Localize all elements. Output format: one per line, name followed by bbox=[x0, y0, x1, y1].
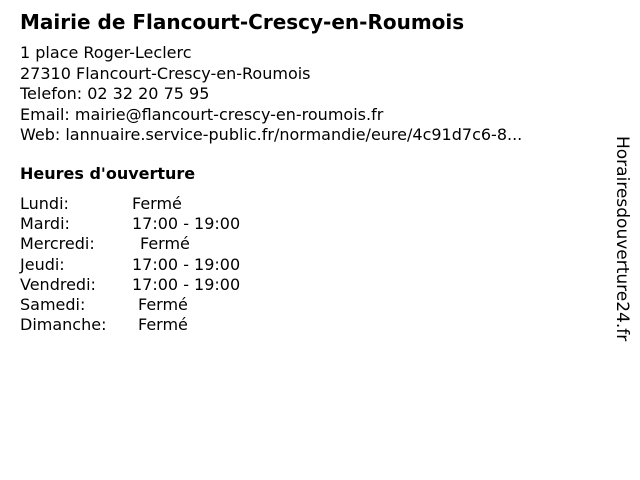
day-label: Vendredi: bbox=[20, 274, 96, 294]
day-hours: Fermé bbox=[140, 234, 190, 254]
hours-row-vendredi bbox=[20, 275, 240, 295]
day-hours: 17:00 - 19:00 bbox=[132, 274, 241, 294]
day-hours: Fermé bbox=[138, 294, 188, 314]
opening-hours-list bbox=[20, 194, 240, 335]
day-label: Mercredi: bbox=[20, 234, 95, 254]
day-hours: Fermé bbox=[138, 315, 188, 335]
day-label: Samedi: bbox=[20, 294, 86, 314]
opening-hours-heading: Heures d'ouverture bbox=[20, 164, 196, 183]
day-hours: 17:00 - 19:00 bbox=[132, 254, 241, 274]
day-label: Dimanche: bbox=[20, 315, 107, 335]
hours-row-dimanche bbox=[20, 315, 240, 335]
hours-row-lundi bbox=[20, 194, 240, 214]
site-watermark: Horairesdouverture24.fr bbox=[612, 136, 632, 342]
day-label: Mardi: bbox=[20, 214, 70, 234]
email-address: Email: mairie@flancourt-crescy-en-roumois.fr bbox=[20, 104, 384, 124]
city-address: 27310 Flancourt-Crescy-en-Roumois bbox=[20, 63, 311, 83]
place-title: Mairie de Flancourt-Crescy-en-Roumois bbox=[20, 10, 465, 34]
hours-row-mardi bbox=[20, 214, 240, 234]
hours-row-samedi bbox=[20, 295, 240, 315]
street-address: 1 place Roger-Leclerc bbox=[20, 43, 192, 62]
phone-number: Telefon: 02 32 20 75 95 bbox=[20, 84, 210, 103]
day-label: Lundi: bbox=[20, 194, 69, 213]
day-label: Jeudi: bbox=[20, 254, 65, 274]
website-url: Web: lannuaire.service-public.fr/normandie/eure/4c91d7c6-8... bbox=[20, 125, 523, 144]
address-block bbox=[20, 43, 522, 146]
day-hours: Fermé bbox=[132, 194, 182, 213]
hours-row-jeudi bbox=[20, 255, 240, 275]
day-hours: 17:00 - 19:00 bbox=[132, 214, 241, 234]
hours-row-mercredi bbox=[20, 234, 240, 254]
